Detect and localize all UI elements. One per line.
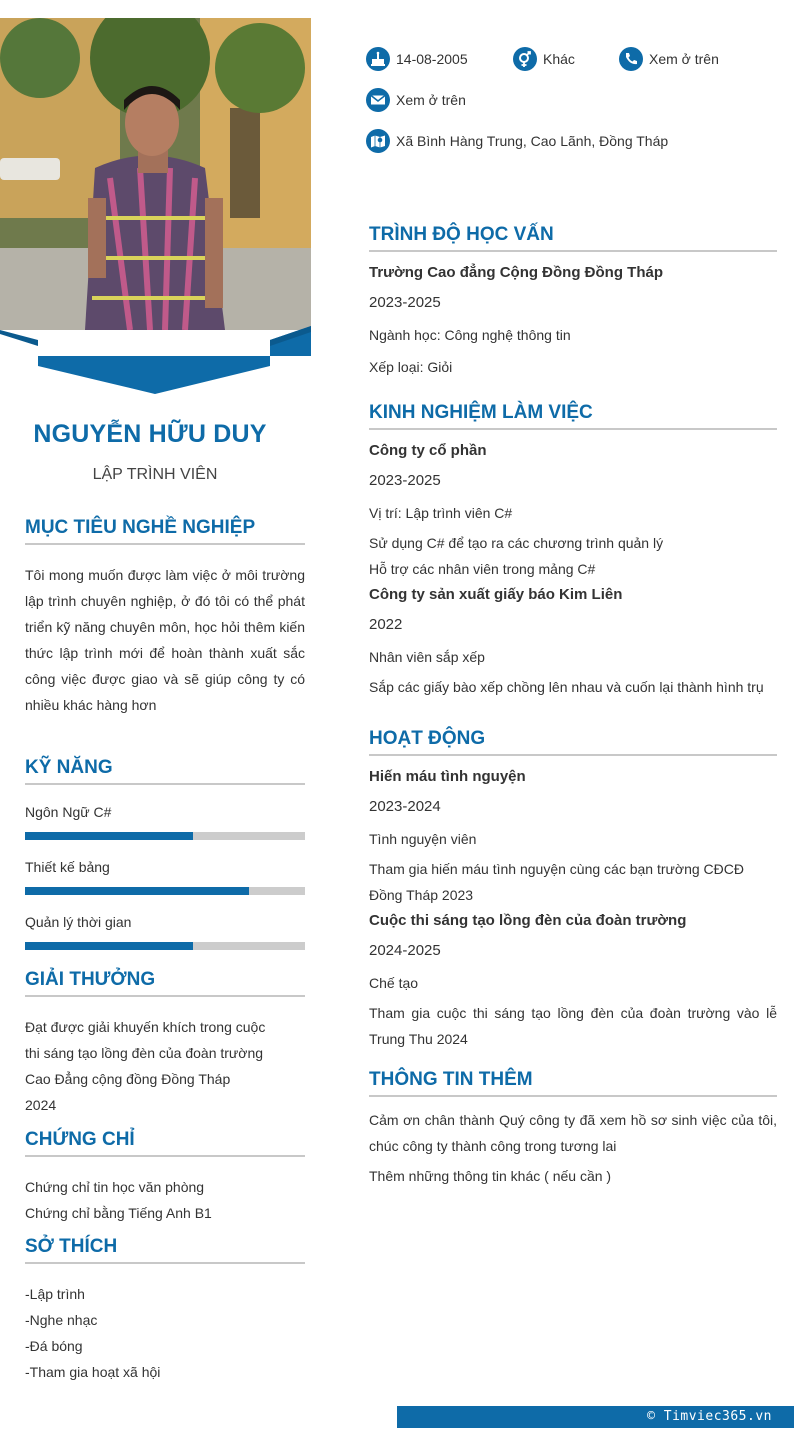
skill-name: Ngôn Ngữ C#: [25, 804, 112, 820]
activity-desc: Tham gia cuộc thi sáng tạo lồng đèn của đoàn trường vào lễ Trung Thu 2024: [369, 1005, 777, 1047]
hobbies-section: [25, 1236, 305, 1385]
hobby-item: -Tham gia hoạt xã hội: [25, 1364, 161, 1380]
address-text: Xã Bình Hàng Trung, Cao Lãnh, Đồng Tháp: [396, 133, 669, 149]
award-year: 2024: [25, 1097, 57, 1113]
section-title: MỤC TIÊU NGHỀ NGHIỆP: [25, 517, 305, 545]
activity-time: 2023-2024: [369, 798, 441, 815]
contact-address: [366, 129, 668, 153]
skill-item: [25, 801, 305, 840]
hobby-item: -Đá bóng: [25, 1338, 83, 1354]
additional-section: [369, 1069, 777, 1189]
experience-time: 2023-2025: [369, 472, 441, 489]
name-banner: [0, 326, 311, 396]
experience-desc: Sử dụng C# để tạo ra các chương trình quản lý: [369, 535, 664, 551]
mail-icon: [366, 88, 390, 112]
additional-item: Cảm ơn chân thành Quý công ty đã xem hồ sơ sinh việc của tôi, chúc công ty thành công trong tương lai: [369, 1112, 777, 1154]
activity-name: Hiến máu tình nguyện: [369, 768, 526, 785]
section-title: SỞ THÍCH: [25, 1236, 305, 1264]
activity-name: Cuộc thi sáng tạo lồng đèn của đoàn trường: [369, 912, 687, 929]
hobby-item: -Lập trình: [25, 1286, 85, 1302]
skill-bar-fill: [25, 942, 193, 950]
section-title: KINH NGHIỆM LÀM VIỆC: [369, 402, 777, 430]
education-time: 2023-2025: [369, 294, 441, 311]
company-name: Công ty sản xuất giấy báo Kim Liên: [369, 586, 623, 603]
activities-section: [369, 728, 777, 1052]
section-title: GIẢI THƯỞNG: [25, 969, 305, 997]
experience-desc: Hỗ trợ các nhân viên trong mảng C#: [369, 561, 596, 577]
experience-section: [369, 402, 777, 700]
activity-time: 2024-2025: [369, 942, 441, 959]
certificate-item: Chứng chỉ bằng Tiếng Anh B1: [25, 1205, 212, 1221]
gender-text: Khác: [543, 51, 575, 67]
gender-icon: [513, 47, 537, 71]
education-section: [369, 224, 777, 380]
experience-item: [369, 440, 777, 582]
footer-watermark[interactable]: © Timviec365.vn: [397, 1406, 794, 1428]
skill-name: Quản lý thời gian: [25, 914, 132, 930]
avatar-photo-icon: [0, 18, 311, 330]
activity-item: [369, 910, 777, 1052]
section-title: TRÌNH ĐỘ HỌC VẤN: [369, 224, 777, 252]
skill-item: [25, 856, 305, 895]
experience-role: Nhân viên sắp xếp: [369, 649, 485, 665]
email-text: Xem ở trên: [396, 92, 466, 108]
experience-desc: Sắp các giấy bào xếp chồng lên nhau và cuốn lại thành hình trụ: [369, 679, 764, 695]
birthday-cake-icon: [366, 47, 390, 71]
objective-text: Tôi mong muốn được làm việc ở môi trường lập trình chuyên nghiệp, ở đó tôi có thể phát triển kỹ năng chuyên môn, học hỏi thêm kiến thức lập trình mới để hoàn thành xuất sắc công việc được giao và sẽ giúp công ty có nhiều khác hàng hơn: [25, 567, 305, 713]
school-name: Trường Cao đẳng Cộng Đồng Đồng Tháp: [369, 264, 663, 281]
education-major: Ngành học: Công nghệ thông tin: [369, 327, 571, 343]
experience-role: Vị trí: Lập trình viên C#: [369, 505, 513, 521]
candidate-position: LẬP TRÌNH VIÊN: [92, 466, 218, 483]
birthday-text: 14-08-2005: [396, 51, 468, 67]
location-icon: [366, 129, 390, 153]
certificate-item: Chứng chỉ tin học văn phòng: [25, 1179, 205, 1195]
activity-role: Chế tạo: [369, 975, 419, 991]
skill-bar-fill: [25, 887, 249, 895]
candidate-name: NGUYỄN HỮU DUY: [33, 420, 267, 448]
section-title: HOẠT ĐỘNG: [369, 728, 777, 756]
contact-phone[interactable]: [619, 47, 719, 71]
phone-icon: [619, 47, 643, 71]
skill-bar-fill: [25, 832, 193, 840]
skill-item: [25, 911, 305, 950]
avatar: [0, 18, 311, 330]
section-title: CHỨNG CHỈ: [25, 1129, 305, 1157]
skill-name: Thiết kế bảng: [25, 859, 110, 875]
phone-text: Xem ở trên: [649, 51, 719, 67]
experience-time: 2022: [369, 616, 403, 633]
skill-bar: [25, 887, 305, 895]
activity-desc: Tham gia hiến máu tình nguyện cùng các bạn trường CĐCĐ Đồng Tháp 2023: [369, 861, 744, 903]
awards-section: [25, 969, 305, 1118]
left-column: [0, 0, 340, 1432]
contact-gender: [513, 47, 575, 71]
section-title: THÔNG TIN THÊM: [369, 1069, 777, 1097]
objective-section: [25, 517, 305, 718]
contact-email[interactable]: [366, 88, 466, 112]
award-text: Đạt được giải khuyến khích trong cuộc thi sáng tạo lồng đèn của đoàn trường Cao Đẳng cộng đồng Đồng Tháp: [25, 1019, 266, 1087]
section-title: KỸ NĂNG: [25, 757, 305, 785]
activity-role: Tình nguyện viên: [369, 831, 477, 847]
additional-item: Thêm những thông tin khác ( nếu cần ): [369, 1168, 612, 1184]
certificates-section: [25, 1129, 305, 1226]
experience-item: [369, 584, 777, 700]
skill-bar: [25, 942, 305, 950]
education-rank: Xếp loại: Giỏi: [369, 359, 453, 375]
contact-birthday: [366, 47, 468, 71]
hobby-item: -Nghe nhạc: [25, 1312, 98, 1328]
company-name: Công ty cổ phần: [369, 442, 487, 459]
activity-item: [369, 766, 777, 908]
skills-section: [25, 757, 305, 950]
skill-bar: [25, 832, 305, 840]
